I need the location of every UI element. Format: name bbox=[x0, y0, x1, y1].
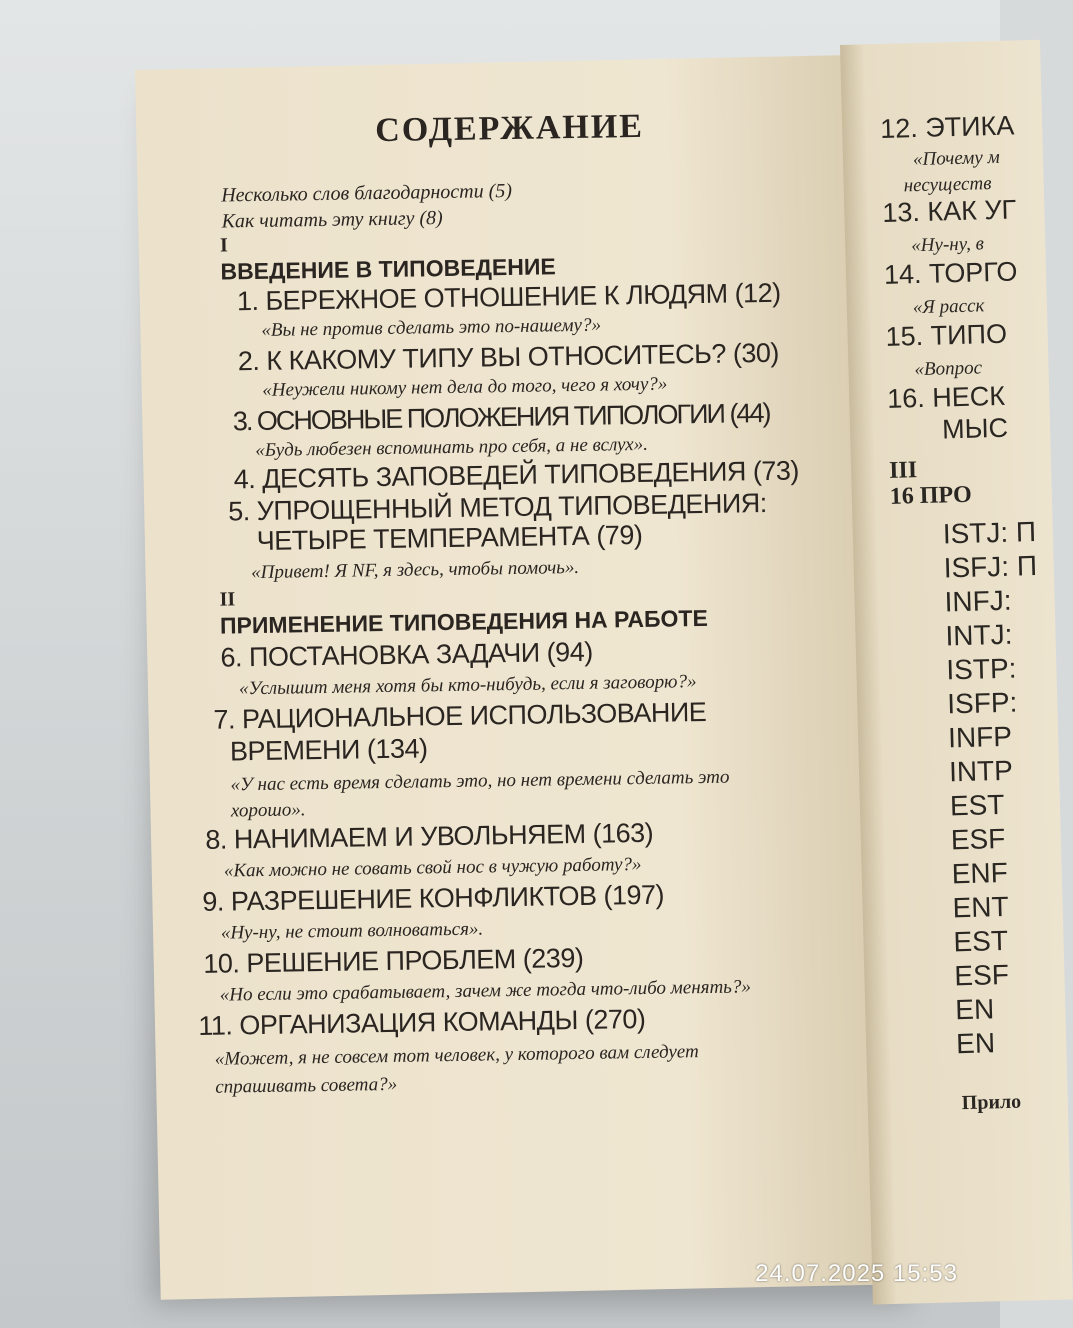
type-code: ISFJ: П bbox=[943, 550, 1038, 584]
chapter-title: 5. УПРОЩЕННЫЙ МЕТОД ТИПОВЕДЕНИЯ: bbox=[227, 487, 768, 527]
type-code: ENT bbox=[952, 890, 1010, 924]
chapter-epigraph: «Будь любезен вспоминать про себя, а не вслух». bbox=[255, 433, 649, 462]
chapter-epigraph: «Привет! Я NF, я здесь, чтобы помочь». bbox=[251, 556, 580, 584]
right-page-line: 13. КАК УГ bbox=[882, 194, 1017, 228]
part-number: I bbox=[219, 234, 229, 257]
part-title: ВВЕДЕНИЕ В ТИПОВЕДЕНИЕ bbox=[220, 253, 556, 285]
type-code: EST bbox=[953, 924, 1009, 958]
chapter-epigraph: «Как можно не совать свой нос в чужую работу?» bbox=[223, 854, 642, 882]
right-page-line: 12. ЭТИКА bbox=[879, 110, 1015, 144]
right-page-part-title: 16 ПРО bbox=[889, 481, 973, 510]
chapter-epigraph: «Неужели никому нет дела до того, чего я хочу?» bbox=[262, 373, 668, 401]
right-page-line: МЫС bbox=[941, 412, 1009, 445]
type-code: EN bbox=[955, 1027, 996, 1060]
right-page-line: «Я расск bbox=[912, 295, 985, 319]
chapter-epigraph: «Но если это срабатывает, зачем же тогда что-либо менять?» bbox=[219, 976, 752, 1006]
chapter-epigraph: «Ну-ну, не стоит волноваться». bbox=[220, 918, 484, 944]
chapter-title: ЧЕТЫРЕ ТЕМПЕРАМЕНТА (79) bbox=[256, 519, 643, 557]
right-page-line: несуществ bbox=[903, 173, 992, 197]
right-page-part-number: III bbox=[888, 457, 918, 484]
type-code: ISTP: bbox=[945, 652, 1017, 686]
chapter-epigraph: «Может, я не совсем тот человек, у которого вам следует bbox=[214, 1041, 699, 1070]
type-code: INTP bbox=[948, 754, 1014, 788]
chapter-title: 11. ОРГАНИЗАЦИЯ КОМАНДЫ (270) bbox=[198, 1003, 646, 1041]
type-code: ISFP: bbox=[946, 686, 1018, 720]
intro-line: Несколько слов благодарности (5) bbox=[221, 179, 513, 207]
chapter-title: 6. ПОСТАНОВКА ЗАДАЧИ (94) bbox=[220, 636, 593, 673]
photo-timestamp: 24.07.2025 15:53 bbox=[755, 1260, 958, 1287]
chapter-title: 2. К КАКОМУ ТИПУ ВЫ ОТНОСИТЕСЬ? (30) bbox=[237, 337, 780, 377]
chapter-title: 9. РАЗРЕШЕНИЕ КОНФЛИКТОВ (197) bbox=[202, 879, 665, 917]
type-code: EN bbox=[954, 993, 995, 1026]
right-page-line: 15. ТИПО bbox=[885, 318, 1008, 352]
chapter-title: 8. НАНИМАЕМ И УВОЛЬНЯЕМ (163) bbox=[205, 817, 654, 855]
chapter-epigraph: спрашивать совета?» bbox=[215, 1073, 398, 1098]
type-code: ENF bbox=[951, 856, 1009, 890]
toc-title: СОДЕРЖАНИЕ bbox=[374, 107, 645, 150]
chapter-title: ВРЕМЕНИ (134) bbox=[229, 733, 428, 767]
chapter-title: 1. БЕРЕЖНОЕ ОТНОШЕНИЕ К ЛЮДЯМ (12) bbox=[236, 277, 781, 317]
type-code: ESF bbox=[950, 822, 1006, 856]
type-code: INFJ: bbox=[944, 584, 1012, 618]
type-code: ISTJ: П bbox=[942, 516, 1037, 550]
chapter-title: 4. ДЕСЯТЬ ЗАПОВЕДЕЙ ТИПОВЕДЕНИЯ (73) bbox=[233, 455, 800, 495]
right-page-line: 16. НЕСК bbox=[886, 380, 1006, 414]
chapter-epigraph: «Вы не против сделать это по-нашему?» bbox=[261, 314, 602, 341]
right-page-appendix: Прило bbox=[961, 1090, 1022, 1115]
type-code: INTJ: bbox=[945, 618, 1013, 652]
chapter-title: 3. ОСНОВНЫЕ ПОЛОЖЕНИЯ ТИПОЛОГИИ (44) bbox=[232, 397, 770, 437]
chapter-title: 10. РЕШЕНИЕ ПРОБЛЕМ (239) bbox=[203, 942, 584, 979]
type-code: INFP bbox=[947, 720, 1013, 754]
part-title: ПРИМЕНЕНИЕ ТИПОВЕДЕНИЯ НА РАБОТЕ bbox=[219, 604, 708, 639]
chapter-epigraph: «У нас есть время сделать это, но нет времени сделать это bbox=[230, 766, 730, 796]
chapter-epigraph: хорошо». bbox=[230, 799, 306, 822]
type-code: ESF bbox=[953, 958, 1010, 992]
right-page-line: «Вопрос bbox=[914, 357, 983, 381]
right-page-line: «Ну-ну, в bbox=[911, 233, 985, 257]
chapter-epigraph: «Услышит меня хотя бы кто-нибудь, если я заговорю?» bbox=[238, 671, 697, 700]
type-code: EST bbox=[949, 788, 1005, 822]
intro-line: Как читать эту книгу (8) bbox=[221, 207, 443, 233]
right-page-line: «Почему м bbox=[912, 146, 1000, 171]
right-book-page bbox=[840, 40, 1073, 1305]
part-number: II bbox=[219, 588, 236, 611]
right-page-line: 14. ТОРГО bbox=[883, 256, 1018, 290]
chapter-title: 7. РАЦИОНАЛЬНОЕ ИСПОЛЬЗОВАНИЕ bbox=[213, 696, 707, 735]
